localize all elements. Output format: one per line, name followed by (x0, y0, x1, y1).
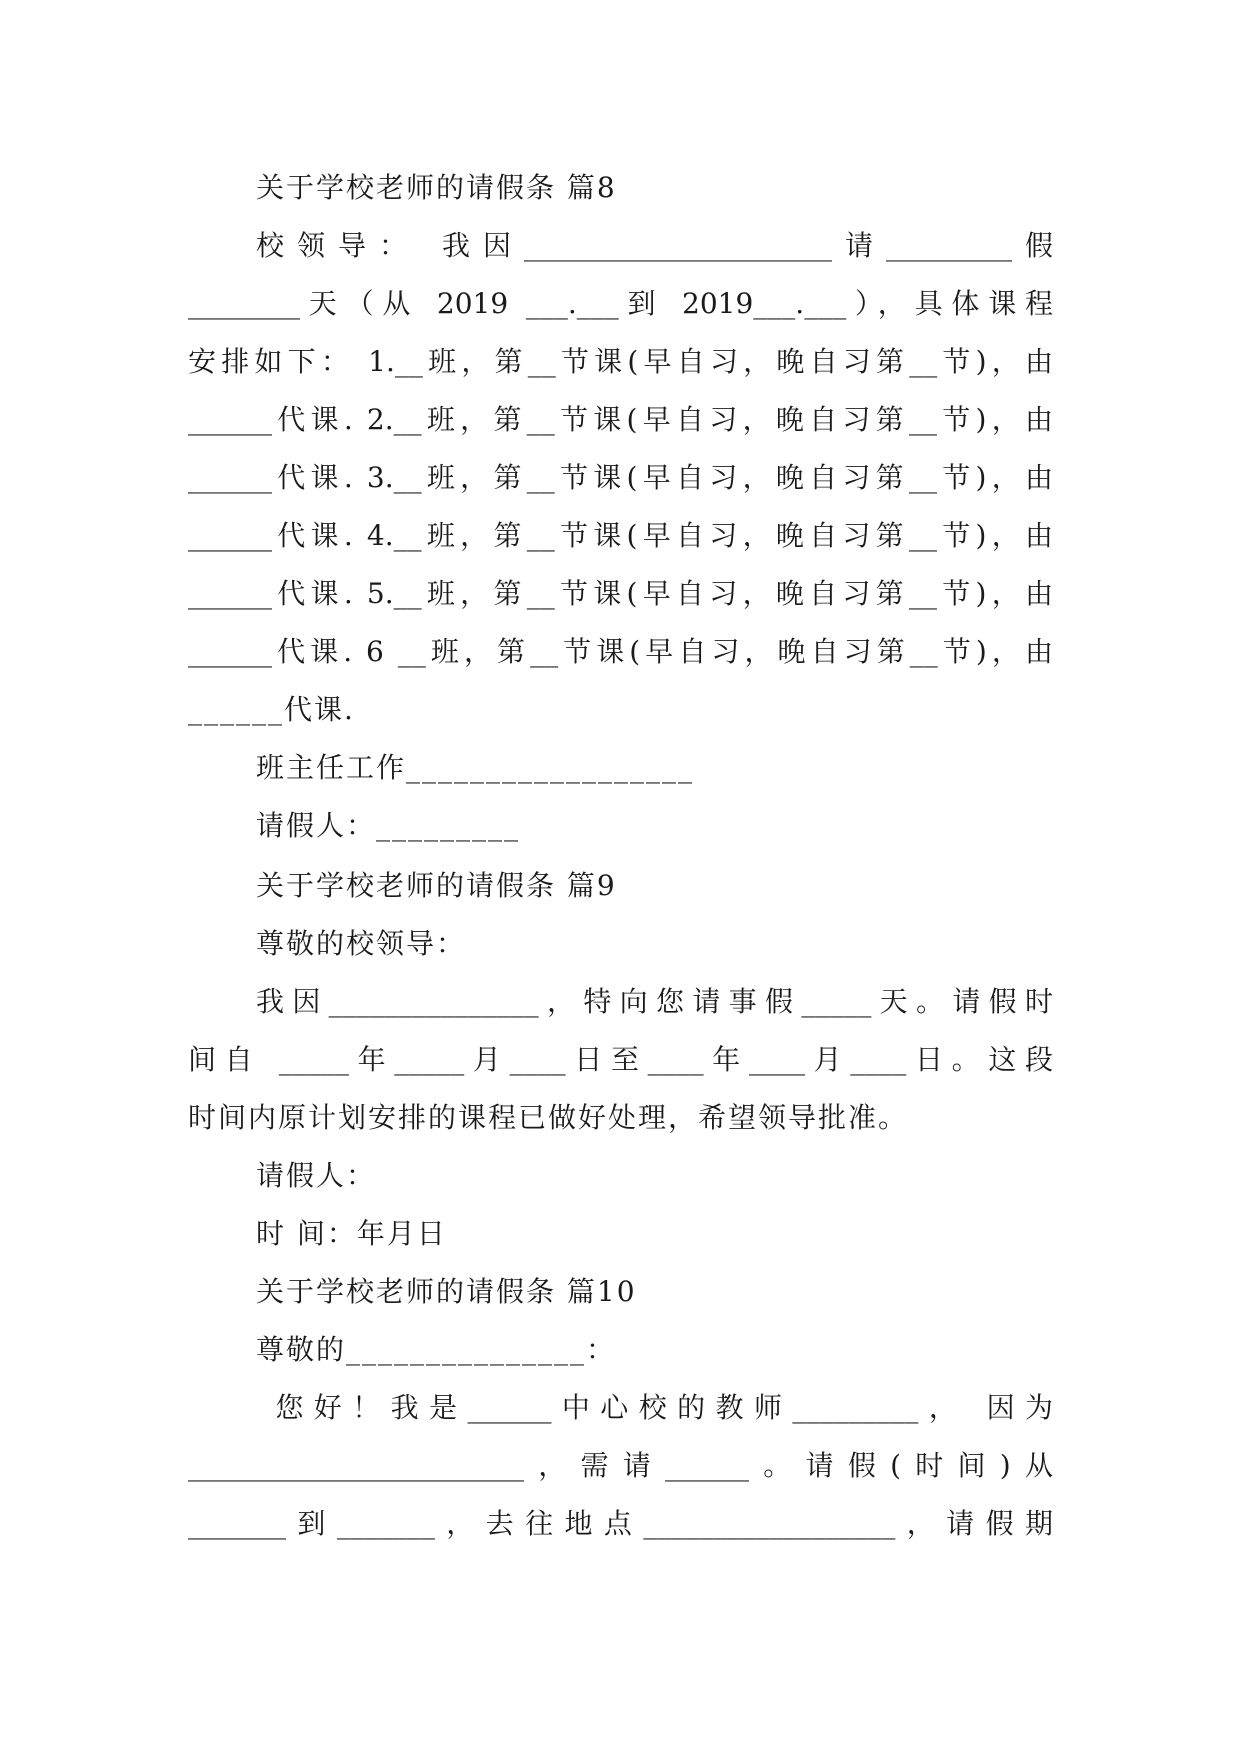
paragraph-line: 校领导： 我因______________________请_________假 (256, 229, 1053, 262)
paragraph-line: 我因_______________，特向您请事假_____天。请假时 (256, 985, 1053, 1018)
paragraph-line: 间自 _____年_____月____日至____年____月____日。这段 (188, 1043, 1053, 1076)
section-heading-9: 关于学校老师的请假条 篇9 (256, 869, 617, 902)
paragraph-line: 安排如下： 1.__班，第__节课(早自习，晚自习第__节)，由 (188, 345, 1053, 378)
section-heading-8: 关于学校老师的请假条 篇8 (256, 171, 617, 204)
paragraph-line: ______代课. 5.__班，第__节课(早自习，晚自习第__节)，由 (188, 577, 1053, 610)
paragraph-line: ________________________，需请______。请假(时间)从 (188, 1449, 1053, 1482)
paragraph-line: ______代课. 6 __班，第__节课(早自习，晚自习第__节)，由 (188, 635, 1053, 668)
paragraph-line: ______代课. (188, 693, 355, 726)
paragraph-line: ______代课. 3.__班，第__节课(早自习，晚自习第__节)，由 (188, 461, 1053, 494)
section-heading-10: 关于学校老师的请假条 篇10 (256, 1275, 637, 1308)
paragraph-line: 时间内原计划安排的课程已做好处理，希望领导批准。 (188, 1101, 909, 1134)
applicant-line: 请假人： (256, 1159, 377, 1192)
paragraph-line: 您好！我是______中心校的教师_________， 因为 (256, 1391, 1053, 1424)
paragraph-line: ______代课. 4.__班，第__节课(早自习，晚自习第__节)，由 (188, 519, 1053, 552)
salutation: 尊敬的校领导： (256, 927, 467, 960)
salutation: 尊敬的_______________： (256, 1333, 617, 1366)
date-line: 时 间：年月日 (256, 1217, 447, 1250)
head-teacher-line: 班主任工作__________________ (256, 751, 695, 784)
paragraph-line: ________天（从 2019 ___.___到 2019___.___），具体课程 (188, 287, 1053, 320)
paragraph-line: ______代课. 2.__班，第__节课(早自习，晚自习第__节)，由 (188, 403, 1053, 436)
applicant-line: 请假人：_________ (256, 809, 521, 842)
paragraph-line: _______到_______，去往地点__________________，请假期 (188, 1507, 1053, 1540)
